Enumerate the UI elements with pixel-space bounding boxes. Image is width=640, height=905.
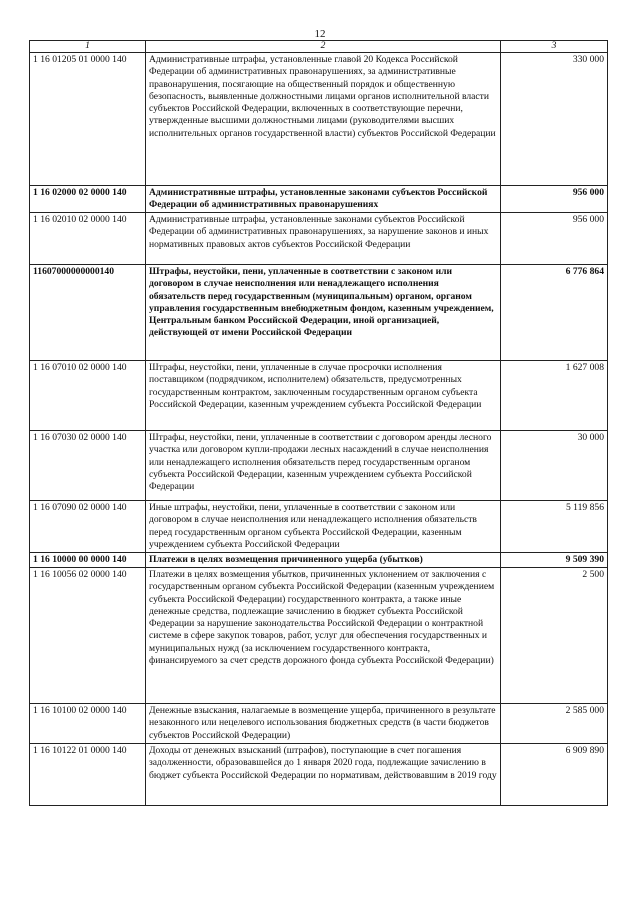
row-amount: 1 627 008 [501, 361, 608, 431]
row-amount: 6 909 890 [501, 744, 608, 806]
table-row [30, 53, 608, 186]
table-header-row [30, 41, 608, 53]
row-description: Платежи в целях возмещения убытков, причиненных уклонением от заключения с государственным органом субъекта Российской Федерации (казенным учреждением субъекта Российской Федерации) государственного контракта, а также иные денежные средства, подлежащие зачислению в бюджет субъекта Российской Федерации за нарушение законодательства Российской Федерации о контрактной системе в сфере закупок товаров, работ, услуг для обеспечения государственных и муниципальных нужд (за исключением государственного контракта, финансируемого за счет средств дорожного фонда субъекта Российской Федерации) [146, 568, 501, 704]
row-code: 1 16 10122 01 0000 140 [30, 744, 146, 806]
row-amount: 2 585 000 [501, 704, 608, 744]
row-amount: 330 000 [501, 53, 608, 186]
table-row [30, 704, 608, 744]
row-code: 1 16 01205 01 0000 140 [30, 53, 146, 186]
row-code: 1 16 07010 02 0000 140 [30, 361, 146, 431]
table-row [30, 186, 608, 213]
row-description: Административные штрафы, установленные законами субъектов Российской Федерации об административных правонарушениях [146, 186, 501, 213]
table-row [30, 361, 608, 431]
header-col-3: 3 [501, 41, 608, 53]
row-description: Административные штрафы, установленные главой 20 Кодекса Российской Федерации об административных правонарушениях, за административные правонарушения, посягающие на общественный порядок и общественную безопасность, выявленные должностными лицами органов исполнительной власти субъектов Российской Федерации, включенных в соответствующие перечни, утвержденные высшими должностными лицами (руководителями высших исполнительных органов государственной власти) субъектов Российской Федерации [146, 53, 501, 186]
row-code: 1 16 02000 02 0000 140 [30, 186, 146, 213]
revenue-table [29, 40, 608, 806]
row-amount: 2 500 [501, 568, 608, 704]
row-code: 1 16 02010 02 0000 140 [30, 213, 146, 265]
table-row [30, 568, 608, 704]
row-code: 11607000000000140 [30, 265, 146, 361]
row-code: 1 16 07030 02 0000 140 [30, 431, 146, 501]
row-code: 1 16 10100 02 0000 140 [30, 704, 146, 744]
table-row [30, 744, 608, 806]
row-amount: 6 776 864 [501, 265, 608, 361]
page-number: 12 [314, 28, 326, 40]
row-code: 1 16 10000 00 0000 140 [30, 553, 146, 568]
row-amount: 956 000 [501, 213, 608, 265]
row-description: Штрафы, неустойки, пени, уплаченные в соответствии с законом или договором в случае неисполнения или ненадлежащего исполнения обязательств перед государственным (муниципальным) органом, органом управления государственным внебюджетным фондом, казенным учреждением, Центральным банком Российской Федерации, иной организацией, действующей от имени Российской Федерации [146, 265, 501, 361]
row-code: 1 16 10056 02 0000 140 [30, 568, 146, 704]
row-amount: 956 000 [501, 186, 608, 213]
row-description: Платежи в целях возмещения причиненного ущерба (убытков) [146, 553, 501, 568]
table-row [30, 553, 608, 568]
row-amount: 5 119 856 [501, 501, 608, 553]
row-description: Административные штрафы, установленные законами субъектов Российской Федерации об административных правонарушениях, за нарушение законов и иных нормативных правовых актов субъектов Российской Федерации [146, 213, 501, 265]
row-amount: 30 000 [501, 431, 608, 501]
row-description: Штрафы, неустойки, пени, уплаченные в случае просрочки исполнения поставщиком (подрядчиком, исполнителем) обязательств, предусмотренных государственным контрактом, заключенным государственным органом субъекта Российской Федерации, казенным учреждением субъекта Российской Федерации [146, 361, 501, 431]
row-code: 1 16 07090 02 0000 140 [30, 501, 146, 553]
table-row [30, 431, 608, 501]
row-description: Доходы от денежных взысканий (штрафов), поступающие в счет погашения задолженности, образовавшейся до 1 января 2020 года, подлежащие зачислению в бюджет субъекта Российской Федерации по нормативам, действовавшим в 2019 году [146, 744, 501, 806]
row-description: Иные штрафы, неустойки, пени, уплаченные в соответствии с законом или договором в случае неисполнения или ненадлежащего исполнения обязательств перед государственным органом субъекта Российской Федерации, казенным учреждением субъекта Российской Федерации [146, 501, 501, 553]
table-row [30, 265, 608, 361]
header-col-1: 1 [30, 41, 146, 53]
row-description: Денежные взыскания, налагаемые в возмещение ущерба, причиненного в результате незаконного или нецелевого использования бюджетных средств (в части бюджетов субъектов Российской Федерации) [146, 704, 501, 744]
table-row [30, 501, 608, 553]
row-description: Штрафы, неустойки, пени, уплаченные в соответствии с договором аренды лесного участка или договором купли-продажи лесных насаждений в случае неисполнения или ненадлежащего исполнения обязательств перед государственным органом субъекта Российской Федерации, казенным учреждением субъекта Российской Федерации [146, 431, 501, 501]
header-col-2: 2 [146, 41, 501, 53]
table-row [30, 213, 608, 265]
row-amount: 9 509 390 [501, 553, 608, 568]
